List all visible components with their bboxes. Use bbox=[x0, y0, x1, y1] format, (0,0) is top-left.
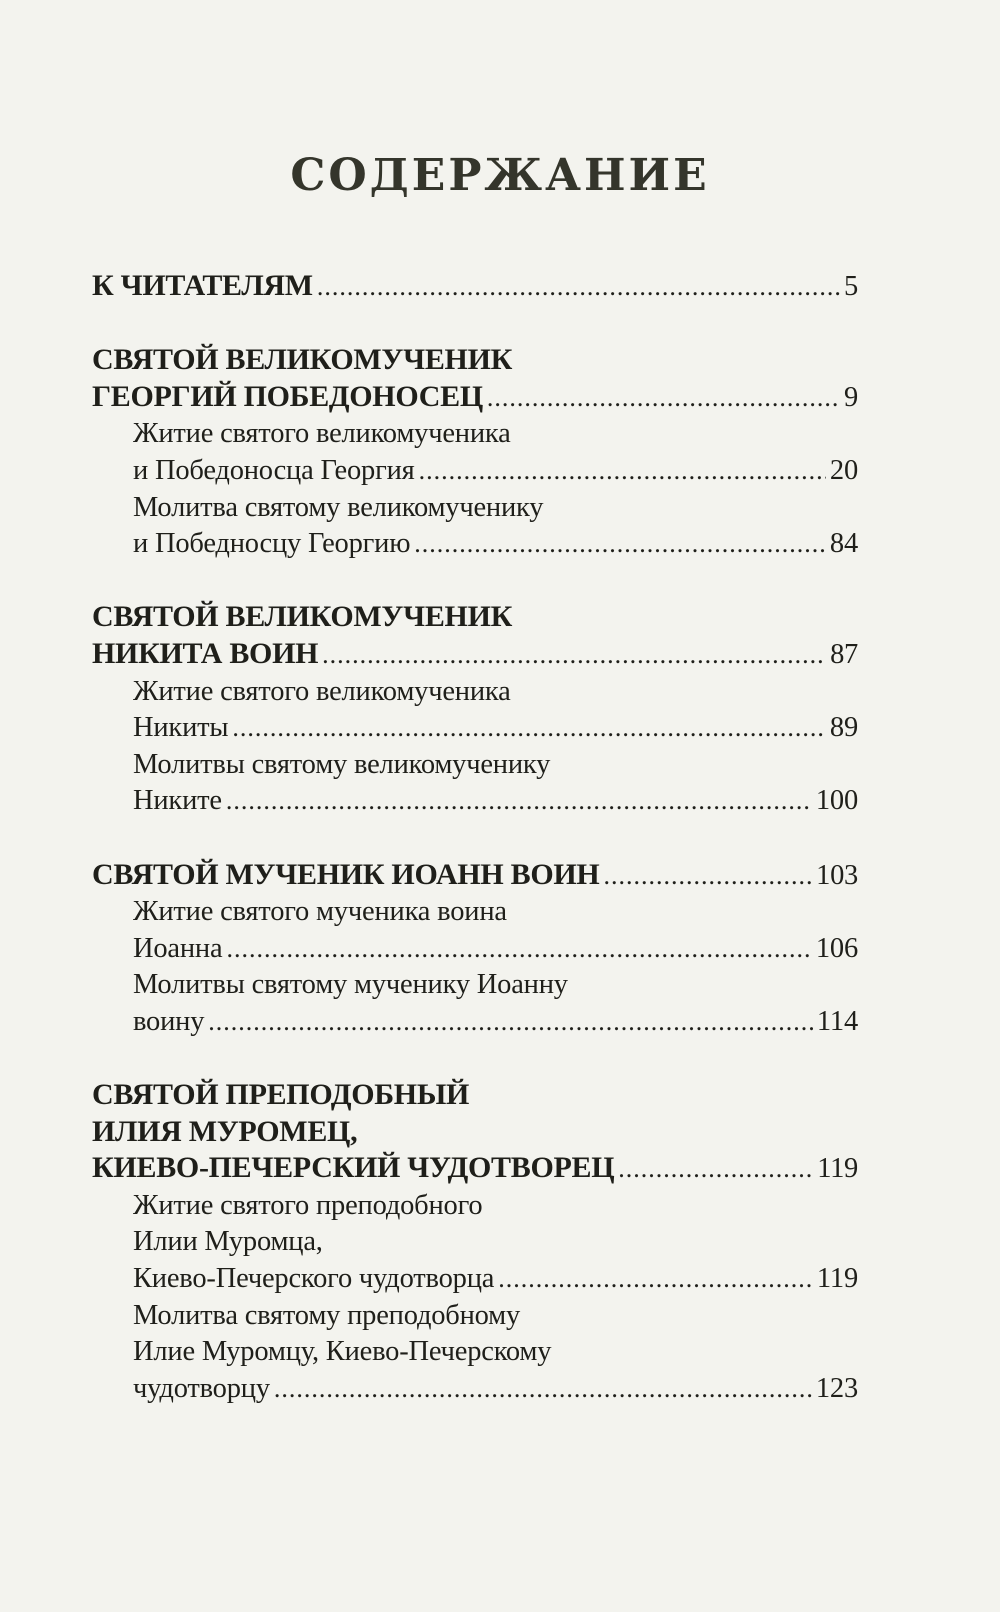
subsection-entry-line bbox=[133, 526, 858, 563]
subsection-entry-line bbox=[133, 967, 858, 1004]
section-heading[interactable] bbox=[92, 268, 858, 306]
entry-text: воину bbox=[133, 1005, 205, 1037]
subsection-entry-line bbox=[133, 490, 858, 527]
entry-text: КИЕВО-ПЕЧЕРСКИЙ ЧУДОТВОРЕЦ bbox=[92, 1151, 615, 1185]
entry-text: НИКИТА ВОИН bbox=[92, 636, 319, 670]
entry-text: Молитва святому преподобному bbox=[133, 1299, 521, 1331]
entry-text: Житие святого великомученика bbox=[133, 675, 511, 707]
toc-section bbox=[92, 342, 858, 563]
page-number: 87 bbox=[830, 638, 858, 670]
section-heading-line bbox=[92, 599, 858, 636]
leader-dots bbox=[317, 269, 840, 306]
page-number: 106 bbox=[815, 932, 858, 964]
section-heading-line bbox=[92, 857, 858, 895]
page-number: 103 bbox=[816, 859, 858, 891]
subsection-entry[interactable] bbox=[92, 1298, 858, 1408]
entry-text: Никиты bbox=[133, 712, 229, 744]
entry-text: Иоанна bbox=[133, 932, 223, 964]
subsection-entry[interactable] bbox=[92, 416, 858, 489]
leader-dots bbox=[414, 526, 826, 563]
section-heading-line bbox=[92, 1077, 858, 1114]
subsection-entry-line bbox=[133, 453, 858, 490]
subsection-entry[interactable] bbox=[92, 894, 858, 967]
subsection-entry-line bbox=[133, 894, 858, 931]
section-heading[interactable] bbox=[92, 599, 858, 673]
page-number: 84 bbox=[829, 528, 858, 560]
subsection-entry-line bbox=[133, 674, 858, 711]
toc-section bbox=[92, 268, 858, 306]
entry-text: Житие святого великомученика bbox=[133, 418, 511, 450]
section-heading[interactable] bbox=[92, 342, 858, 416]
page-number: 5 bbox=[844, 271, 858, 302]
leader-dots bbox=[226, 931, 811, 968]
section-heading-line bbox=[92, 1114, 858, 1151]
subsection-entry[interactable] bbox=[92, 1188, 858, 1298]
entry-text: Никите bbox=[133, 785, 222, 817]
leader-dots bbox=[226, 783, 812, 820]
entry-text: ИЛИЯ МУРОМЕЦ, bbox=[92, 1114, 358, 1148]
subsection-entry-line bbox=[133, 1004, 858, 1041]
subsection-entry-line bbox=[133, 1224, 858, 1261]
entry-text: чудотворцу bbox=[133, 1372, 270, 1404]
section-heading-line bbox=[92, 1150, 858, 1188]
leader-dots bbox=[487, 380, 840, 417]
leader-dots bbox=[274, 1371, 812, 1408]
entry-text: Илии Муромца, bbox=[133, 1226, 323, 1258]
page-number: 119 bbox=[816, 1263, 858, 1295]
entry-text: СВЯТОЙ ПРЕПОДОБНЫЙ bbox=[92, 1078, 470, 1112]
entry-text: Молитвы святому мученику Иоанну bbox=[133, 969, 568, 1001]
subsection-entry-line bbox=[133, 1261, 858, 1298]
section-heading[interactable] bbox=[92, 1077, 858, 1188]
section-heading-line bbox=[92, 379, 858, 417]
page-number: 114 bbox=[816, 1005, 858, 1037]
leader-dots bbox=[208, 1004, 813, 1041]
entry-text: и Победоносца Георгия bbox=[133, 454, 415, 486]
subsection-entry[interactable] bbox=[92, 747, 858, 820]
toc-section bbox=[92, 599, 858, 820]
subsection-entry[interactable] bbox=[92, 674, 858, 747]
section-heading-line bbox=[92, 268, 858, 306]
subsection-entry-line bbox=[133, 1298, 858, 1335]
subsection-entry-line bbox=[133, 1188, 858, 1225]
page-number: 9 bbox=[844, 381, 858, 413]
entry-text: Илие Муромцу, Киево-Печерскому bbox=[133, 1336, 552, 1368]
entry-text: Молитвы святому великомученику bbox=[133, 748, 551, 780]
page-number: 119 bbox=[817, 1153, 858, 1185]
entry-text: Киево-Печерского чудотворца bbox=[133, 1263, 495, 1295]
subsection-entry-line bbox=[133, 931, 858, 968]
leader-dots bbox=[603, 858, 812, 895]
entry-text: Житие святого преподобного bbox=[133, 1189, 483, 1221]
page-number: 20 bbox=[829, 454, 858, 486]
entry-text: Молитва святому великомученику bbox=[133, 491, 544, 523]
subsection-entry-line bbox=[133, 783, 858, 820]
toc-section bbox=[92, 857, 858, 1041]
subsection-entry-line bbox=[133, 710, 858, 747]
page-title: СОДЕРЖАНИЕ bbox=[290, 150, 710, 201]
page-number: 100 bbox=[815, 785, 858, 817]
entry-text: СВЯТОЙ МУЧЕНИК ИОАНН ВОИН bbox=[92, 857, 600, 891]
leader-dots bbox=[618, 1151, 813, 1188]
entry-text: ГЕОРГИЙ ПОБЕДОНОСЕЦ bbox=[92, 379, 483, 413]
entry-text: СВЯТОЙ ВЕЛИКОМУЧЕНИК bbox=[92, 343, 513, 377]
toc-section bbox=[92, 1077, 858, 1407]
entry-text: и Победносцу Георгию bbox=[133, 528, 411, 560]
subsection-entry-line bbox=[133, 747, 858, 784]
section-heading[interactable] bbox=[92, 857, 858, 895]
subsection-entry-line bbox=[133, 1334, 858, 1371]
entry-text: СВЯТОЙ ВЕЛИКОМУЧЕНИК bbox=[92, 600, 513, 634]
subsection-entry[interactable] bbox=[92, 490, 858, 563]
page-number: 89 bbox=[829, 712, 858, 744]
section-heading-line bbox=[92, 342, 858, 379]
leader-dots bbox=[232, 710, 826, 747]
table-of-contents bbox=[92, 268, 858, 1444]
section-heading-line bbox=[92, 636, 858, 674]
leader-dots bbox=[419, 453, 826, 490]
leader-dots bbox=[322, 637, 826, 674]
subsection-entry[interactable] bbox=[92, 967, 858, 1040]
page-number: 123 bbox=[815, 1372, 858, 1404]
entry-text: К ЧИТАТЕЛЯМ bbox=[92, 269, 313, 302]
subsection-entry-line bbox=[133, 1371, 858, 1408]
entry-text: Житие святого мученика воина bbox=[133, 896, 507, 928]
subsection-entry-line bbox=[133, 416, 858, 453]
leader-dots bbox=[498, 1261, 813, 1298]
